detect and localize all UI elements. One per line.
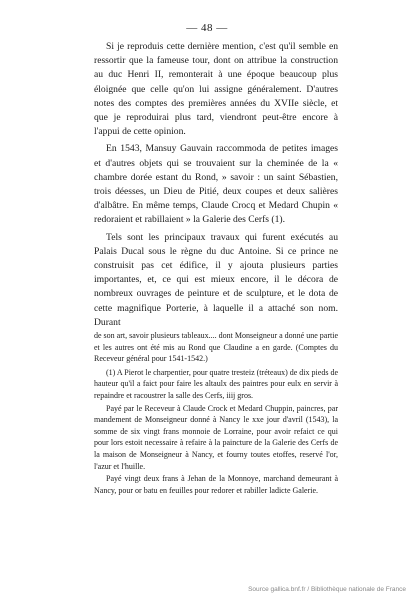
main-text-body [94, 40, 338, 330]
footnote: Payé vingt deux frans à Jehan de la Monnoye, marchand demeurant à Nancy, pour or batu en feuilles pour redorer et rabiller ladicte Galerie. [94, 474, 338, 495]
page-number-header: — 48 — [186, 22, 228, 34]
paragraph: Tels sont les principaux travaux qui furent exécutés au Palais Ducal sous le règne du duc Antoine. Si ce prince ne construisit pas cet édifice, il y ajouta plusieurs parties importantes, et, ce qui est mieux encore, il le décora de nombreux ouvrages de peinture et de sculpture, et le dota de cette magnifique Porterie, à laquelle il a attaché son nom. Durant [94, 231, 338, 328]
footnote-continuation: de son art, savoir plusieurs tableaux.... dont Monseigneur a donné une partie et les autres ont été mis au Rond que Claudine a en garde. (Comptes du Receveur général pour 1541-1542.) [94, 331, 338, 364]
source-credit: Source gallica.bnf.fr / Bibliothèque nationale de France [248, 586, 406, 593]
paragraph: En 1543, Mansuy Gauvain raccommoda de petites images et d'autres objets qui se trouvaient sur la cheminée de la « chambre dorée estant du Rond, » savoir : un saint Sébastien, trois déesses, un Dieu de Pitié, deux coupes et deux salières d'albâtre. En même temps, Claude Crocq et Medard Chupin « redoraient et rabillaient » la Galerie des Cerfs (1). [94, 143, 338, 226]
footnotes-block [94, 330, 338, 496]
paragraph: Si je reproduis cette dernière mention, c'est qu'il semble en ressortir que la fameuse tour, dont on attribue la construction au duc Henri II, remonterait à une époque beaucoup plus éloignée que celle qu'on lui assigne généralement. D'autres notes des comptes des premières années du XVIIe siècle, et que je reproduirai plus tard, viendront peut-être encore à l'appui de cette opinion. [94, 41, 338, 138]
footnote: (1) A Pierot le charpentier, pour quatre tresteiz (tréteaux) de dix pieds de hauteur qu'il a faict pour faire les altaulx des paintres pour eulx en servir à repaindre et racoustrer la salle des Cerfs, iiij gros. [94, 367, 338, 400]
footnote: Payé par le Receveur à Claude Crock et Medard Chuppin, paincres, par mandement de Monseigneur donné à Nancy le xxe jour d'avril (1543), la somme de six vingt frans monnoie de Lorraine, pour avoir refaict ce qui pour lors estoit necessaire à refaire à la paincture de la Galerie des Cerfs de la maison de Monseigneur à Nancy, et fourny toutes etoffes, reservé l'or, l'azur et l'huille. [94, 403, 338, 471]
